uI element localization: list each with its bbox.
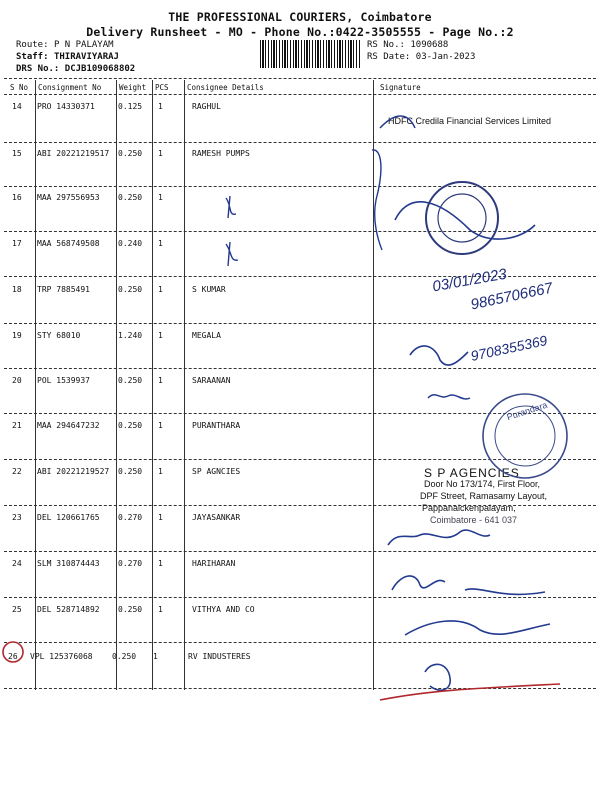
row-pcs: 1 xyxy=(158,467,163,476)
row-sno: 25 xyxy=(12,605,22,614)
rs-no-label: RS No.: xyxy=(367,40,405,50)
row-weight: 1.240 xyxy=(118,331,143,340)
rs-date-value: 03-Jan-2023 xyxy=(415,52,476,62)
col-divider xyxy=(184,80,185,690)
row-weight: 0.250 xyxy=(118,605,143,614)
row-consignment: VPL 125376068 xyxy=(30,652,93,661)
col-header-weight: Weight xyxy=(119,83,147,92)
row-pcs: 1 xyxy=(158,285,163,294)
row-divider xyxy=(4,597,596,598)
signature-ink xyxy=(410,346,468,365)
row-consignee: RAGHUL xyxy=(192,102,221,111)
row-weight: 0.270 xyxy=(118,559,143,568)
table-bottom-rule xyxy=(4,688,596,689)
barcode xyxy=(260,40,360,68)
row-divider xyxy=(4,323,596,324)
col-header-consignee: Consignee Details xyxy=(187,83,264,92)
row-consignment: MAA 294647232 xyxy=(37,421,100,430)
signature-ink xyxy=(425,664,450,690)
row-sno: 23 xyxy=(12,513,22,522)
row-consignment: MAA 568749508 xyxy=(37,239,100,248)
round-stamp-inner xyxy=(438,194,486,242)
hdfc-stamp-text: HDFC Credila Financial Services Limited xyxy=(388,116,552,126)
col-divider xyxy=(116,80,117,690)
row-divider xyxy=(4,642,596,643)
signature-ink xyxy=(226,196,236,218)
row-pcs: 1 xyxy=(153,652,158,661)
row-consignee: VITHYA AND CO xyxy=(192,605,255,614)
row-sno: 26 xyxy=(8,652,18,661)
row-pcs: 1 xyxy=(158,193,163,202)
header-bottom-rule xyxy=(4,94,596,95)
row-sno: 14 xyxy=(12,102,22,111)
row-pcs: 1 xyxy=(158,605,163,614)
col-header-sno: S No xyxy=(10,83,29,92)
row-consignment: ABI 20221219527 xyxy=(37,467,110,476)
row-weight: 0.250 xyxy=(118,467,143,476)
row-pcs: 1 xyxy=(158,239,163,248)
row-divider xyxy=(4,368,596,369)
row-weight: 0.270 xyxy=(118,513,143,522)
sp-agencies-address-line: Pappanaickenpalayam, xyxy=(422,503,516,513)
route-line xyxy=(16,40,114,50)
row-pcs: 1 xyxy=(158,376,163,385)
row-weight: 0.250 xyxy=(118,193,143,202)
route-value: P N PALAYAM xyxy=(53,40,114,50)
row-divider xyxy=(4,459,596,460)
row-divider xyxy=(4,142,596,143)
row-consignee: JAYASANKAR xyxy=(192,513,241,522)
row-sno: 17 xyxy=(12,239,22,248)
handwritten-phone: 9708355369 xyxy=(469,332,549,364)
runsheet-title: THE PROFESSIONAL COURIERS, Coimbatore xyxy=(168,10,432,24)
rs-date-line xyxy=(367,52,475,62)
drs-label: DRS No.: xyxy=(16,64,60,74)
col-divider xyxy=(152,80,153,690)
sp-agencies-name: S P AGENCIES xyxy=(424,466,520,480)
rs-no-line xyxy=(367,40,448,50)
rs-no-value: 1090688 xyxy=(410,40,449,50)
row-divider xyxy=(4,231,596,232)
sp-agencies-address-line: Door No 173/174, First Floor, xyxy=(424,479,541,489)
row-consignment: POL 1539937 xyxy=(37,376,90,385)
row-weight: 0.250 xyxy=(118,149,143,158)
row-pcs: 1 xyxy=(158,331,163,340)
row-consignee: RAMESH PUMPS xyxy=(192,149,250,158)
row-pcs: 1 xyxy=(158,102,163,111)
row-consignment: TRP 7885491 xyxy=(37,285,90,294)
sp-agencies-address-line: DPF Street, Ramasamy Layout, xyxy=(420,491,548,501)
signature-ink xyxy=(395,202,535,239)
row-sno: 20 xyxy=(12,376,22,385)
round-stamp-outer xyxy=(426,182,498,254)
row-sno: 22 xyxy=(12,467,22,476)
row-weight: 0.250 xyxy=(118,376,143,385)
handwritten-date: 03/01/2023 xyxy=(431,265,508,296)
row-consignment: MAA 297556953 xyxy=(37,193,100,202)
row-consignment: PRO 14330371 xyxy=(37,102,95,111)
runsheet-subtitle: Delivery Runsheet - MO - Phone No.:0422-3505555 - Page No.:2 xyxy=(86,25,514,39)
signature-ink xyxy=(428,395,470,399)
red-underline-mark xyxy=(380,684,560,700)
table-top-rule xyxy=(4,78,596,79)
row-consignee: PURANTHARA xyxy=(192,421,241,430)
row-weight: 0.125 xyxy=(118,102,143,111)
row-sno: 21 xyxy=(12,421,22,430)
row-consignee: RV INDUSTERES xyxy=(188,652,251,661)
row-pcs: 1 xyxy=(158,421,163,430)
staff-value: THIRAVIYARAJ xyxy=(53,52,119,62)
signature-ink xyxy=(226,242,238,266)
row-consignee: HARIHARAN xyxy=(192,559,236,568)
col-header-signature: Signature xyxy=(380,83,421,92)
row-pcs: 1 xyxy=(158,149,163,158)
row-sno: 16 xyxy=(12,193,22,202)
drs-line xyxy=(16,64,135,74)
signature-ink xyxy=(388,530,490,545)
purandara-stamp-text: Purandara xyxy=(505,399,549,423)
row-pcs: 1 xyxy=(158,559,163,568)
sp-agencies-address-line: Coimbatore - 641 037 xyxy=(430,515,518,525)
handwritten-phone: 9865706667 xyxy=(469,279,555,314)
row-consignment: ABI 20221219517 xyxy=(37,149,110,158)
row-consignment: DEL 120661765 xyxy=(37,513,100,522)
row-consignee: SP AGNCIES xyxy=(192,467,241,476)
row-divider xyxy=(4,551,596,552)
row-sno: 19 xyxy=(12,331,22,340)
signature-ink xyxy=(405,621,550,635)
row-sno: 24 xyxy=(12,559,22,568)
route-label: Route: xyxy=(16,40,49,50)
row-consignment: SLM 310874443 xyxy=(37,559,100,568)
row-weight: 0.240 xyxy=(118,239,143,248)
col-divider xyxy=(35,80,36,690)
row-pcs: 1 xyxy=(158,513,163,522)
signature-ink xyxy=(392,576,545,594)
row-divider xyxy=(4,186,596,187)
row-sno: 15 xyxy=(12,149,22,158)
row-consignee: MEGALA xyxy=(192,331,221,340)
staff-label: Staff: xyxy=(16,52,49,62)
row-sno: 18 xyxy=(12,285,22,294)
row-consignee: S KUMAR xyxy=(192,285,226,294)
row-weight: 0.250 xyxy=(112,652,137,661)
row-weight: 0.250 xyxy=(118,421,143,430)
row-consignee: SARAANAN xyxy=(192,376,231,385)
col-header-consignment: Consignment No xyxy=(38,83,102,92)
rs-date-label: RS Date: xyxy=(367,52,411,62)
row-consignment: DEL 528714892 xyxy=(37,605,100,614)
staff-line xyxy=(16,52,119,62)
row-weight: 0.250 xyxy=(118,285,143,294)
col-header-pcs: PCS xyxy=(155,83,169,92)
col-divider xyxy=(373,80,374,690)
drs-value: DCJB109068802 xyxy=(64,64,136,74)
row-consignment: STY 68010 xyxy=(37,331,81,340)
